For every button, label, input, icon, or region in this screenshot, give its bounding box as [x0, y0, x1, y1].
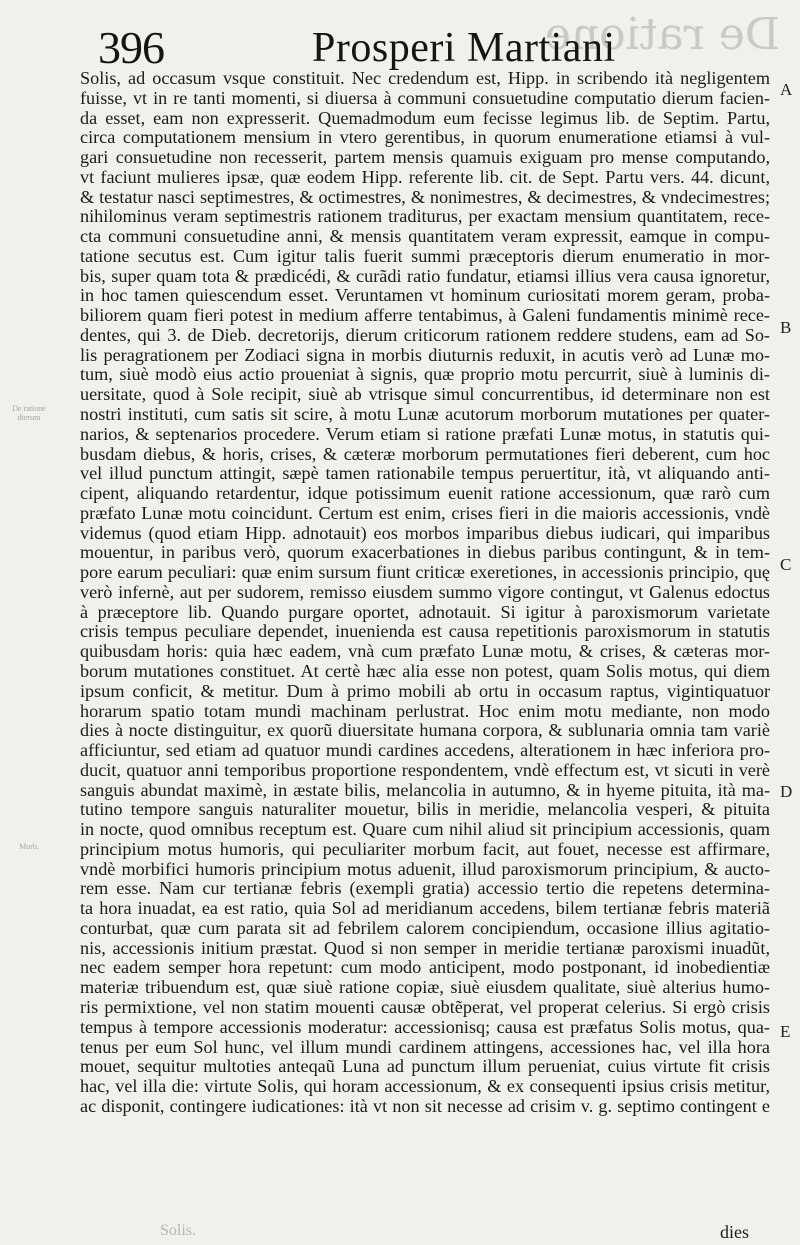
text-line: ducit, quatuor anni temporibus proportione respondentem, vndè effectum est, vt sicuti in verè: [80, 759, 770, 780]
text-line: busdam diebus, & horis, crises, & cæteræ morborum permutationes fieri deberent, cum hoc: [80, 443, 770, 464]
text-line: mouet, sequitur multoties anteqaũ Luna ad punctum illum perueniat, cuius virtute fit crisis: [80, 1056, 770, 1077]
catchword: dies: [720, 1222, 749, 1242]
text-line: à præceptore lib. Quando purgare oportet, adnotauit. Si igitur à paroxismorum varietate: [80, 601, 770, 622]
text-line: vndè morbifici humoris principium motus aduenit, illud paroxismorum principium, & aucto-: [80, 858, 770, 879]
text-line: Solis, ad occasum vsque constituit. Nec credendum est, Hipp. in scribendo ità negligentem: [80, 68, 770, 88]
text-line: narios, & septenarios procedere. Verum etiam si ratione præfati Lunæ motus, in statutis qui-: [80, 423, 770, 444]
text-line: nec eadem semper hora repetunt: cum modo anticipent, modo postponant, id inobedientiæ: [80, 957, 770, 978]
text-line: & testatur nasci septimestres, & octimestres, & nonimestres, & decimestres, & vndecimestres;: [80, 186, 770, 207]
text-line: ris permixtione, vel non statim mouenti causæ obtẽperat, vel properat celerius. Si ergò crisis: [80, 996, 770, 1017]
body-text: [80, 69, 770, 1239]
text-line: dentes, qui 3. de Dieb. decretorijs, dierum criticorum rationem reddere studens, eam ad So-: [80, 324, 770, 345]
text-line: cipent, aliquando retardentur, idque potissimum euenit ratione accessionum, quæ rarò cum: [80, 483, 770, 504]
text-line: uersitate, quod à Sole recipit, siuè ab vtrisque simul concurrentibus, id determinare non est: [80, 384, 770, 405]
bleed-through-word: Solis.: [160, 1222, 197, 1239]
page-number: 396: [98, 22, 164, 73]
text-line: sanguis abundat maximè, in æstate bilis, melancolia in autumno, & in hyeme pituita, ità ma-: [80, 779, 770, 800]
text-line: gari consuetudine non recesserit, partem mensis quamuis exiguam pro mense computando,: [80, 147, 770, 168]
text-line: verò infernè, aut per sudorem, remisso eiusdem summo vigore contingut, vt Galenus edoctus: [80, 581, 770, 602]
text-line: nihilominus veram septimestris rationem traditurus, per exactam mensium quantitatem, rece-: [80, 206, 770, 227]
text-line: dies à nocte distinguitur, ex quorũ diuersitate humana corpora, & sublunaria omnia tam variè: [80, 720, 770, 741]
text-line: da esset, eam non expresserit. Quemadmodum eum fecisse legimus lib. de Septim. Partu,: [80, 107, 770, 128]
text-line: vt faciunt mulieres ipsæ, quæ eodem Hipp. referente lib. cit. de Sept. Partu vers. 44. dicunt,: [80, 166, 770, 187]
margin-letter: E: [780, 1022, 791, 1041]
page-header: [98, 22, 798, 74]
text-line: ac disponit, contingere iudicationes: ità vt non sit necesse ad crisim v. g. septimo contingent e: [80, 1095, 770, 1116]
text-line: tatione secutus est. Cum igitur talis fuerit summi præceptoris dierum enumeratio in mor-: [80, 245, 770, 266]
text-line: ipsum conficit, & metitur. Dum à primo mobili ab ortu in occasum raptus, vigintiquatuor: [80, 680, 770, 701]
text-line: vel illud punctum attingit, sæpè tamen rationabile tempus peruertitur, ità, vt aliquando anti-: [80, 463, 770, 484]
text-line: præfato Lunæ motu coincidunt. Certum est enim, crises fieri in die maioris accessionis, vndè: [80, 502, 770, 523]
text-line: materiæ tribuendum est, quæ siuè ratione copiæ, siuè eiusdem qualitate, siuè alterius humo-: [80, 977, 770, 998]
text-line: conturbat, quæ cum parata sit ad febrilem calorem concipiendum, occasione illius agitatio-: [80, 917, 770, 938]
text-line: hac, vel illa die: virtute Solis, qui horam accessionum, & ex consequenti ipsius crisis metitur,: [80, 1076, 770, 1097]
text-line: nis, accessionis initium præstat. Quod si non semper in meridie tertianæ paroxismi inuadũt,: [80, 937, 770, 958]
text-line: in hoc tamen quiescendum esset. Veruntamen vt hominum curiositati morem geram, proba-: [80, 285, 770, 306]
text-line: tempus à tempore accessionis moderatur: accessionisq; causa est præfatus Solis motus, qua-: [80, 1016, 770, 1037]
text-line: [80, 1136, 770, 1156]
text-line: principium motus humoris, qui peculiariter morbum facit, aut fouet, necesse est affirmare,: [80, 838, 770, 859]
margin-letter: A: [780, 80, 793, 99]
margin-note: Morb.: [19, 842, 39, 851]
text-line: tenus per eum Sol hunc, vel illum mundi cardinem attingens, accessiones hac, vel illa hora: [80, 1036, 770, 1057]
text-line: quibusdam horis: quia hæc eadem, vnà cum præfato Lunæ motu, & crises, & cæteras mor-: [80, 641, 770, 662]
text-line: rem esse. Nam cur tertianæ febris (exempli gratia) accessio tertio die repetens determina-: [80, 878, 770, 899]
text-line: mouentur, in paribus verò, quorum exacerbationes in diebus paribus contingunt, & in tem-: [80, 542, 770, 563]
margin-letter: C: [780, 555, 792, 574]
text-line: horarum spatio totam mundi machinam perlustrat. Hoc enim motu mediante, non modo: [80, 700, 770, 721]
running-title: Prosperi Martiani: [312, 25, 616, 71]
margin-note: De ratione dierum: [12, 404, 46, 422]
bleed-through-text: De ratione: [544, 9, 780, 60]
text-line: crisis tempus peculiare dependet, inuenienda est causa repetitionis paroxismorum in statutis: [80, 621, 770, 642]
text-line: videmus (quod etiam Hipp. adnotauit) eos morbos imparibus diebus iudicari, qui imparibus: [80, 522, 770, 543]
text-line: borum mutationes constituet. At certè hæc alia esse non potest, quam Solis motus, qui diem: [80, 660, 770, 681]
text-line: tum, siuè modò eius actio proueniat à signis, quæ proprio motu percurrit, siuè à luminis di-: [80, 364, 770, 385]
text-line: cta communi consuetudine anni, & mensis quantitatem veram expressit, eamque in compu-: [80, 226, 770, 247]
text-line: bis, super quam tota & prædicédi, & curãdi ratio fundatur, etiamsi illius vera causa ignoretur,: [80, 265, 770, 286]
text-line: biliorem quam fieri potest in medium afferre tentabimus, à Galeni fundamentis minimè rece-: [80, 305, 770, 326]
text-line: lis peragrationem per Zodiaci signa in morbis diuturnis reduxit, in acutis verò ad Lunæ mo-: [80, 344, 770, 365]
text-line: tutino tempore sanguis naturaliter mouetur, bilis in meridie, melancolia vesperi, & pituita: [80, 799, 770, 820]
margin-letter: B: [780, 318, 792, 337]
text-line: circa computationem mensium in vtero gerentibus, in quorum enumeratione etiamsi à vul-: [80, 127, 770, 148]
text-line: [80, 1117, 770, 1137]
text-line: afficiuntur, sed etiam ad quatuor mundi cardines accedens, alterationem in hæc inferiora pro-: [80, 740, 770, 761]
text-line: nostri instituti, cum satis sit scire, à motu Lunæ acutorum morborum mutationes per quater-: [80, 404, 770, 425]
text-line: in nocte, quod omnibus receptum est. Quare cum nihil aliud sit principium accessionis, quam: [80, 819, 770, 840]
margin-letter: D: [780, 782, 793, 801]
text-line: fuisse, vt in re tanti momenti, si diuersa à communi consuetudine computatio dierum facien-: [80, 87, 770, 108]
text-line: ta hora inuadat, ea est ratio, quia Sol ad meridianum accedens, bilem tertianæ febris materiã: [80, 898, 770, 919]
text-line: pore earum peculiari: quæ enim sursum fiunt criticæ exeretiones, in accessionis principio, quę: [80, 562, 770, 583]
